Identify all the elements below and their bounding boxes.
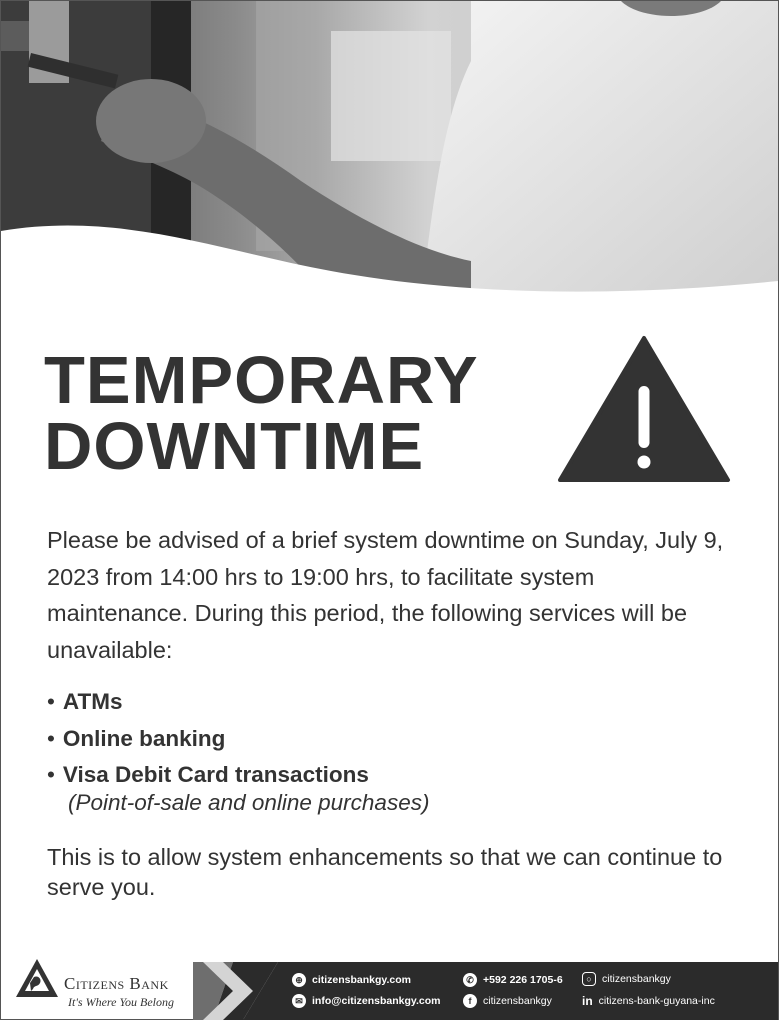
facebook-icon: f (463, 994, 477, 1008)
instagram-link[interactable]: ○ citizensbankgy (582, 972, 671, 986)
hero-photo (1, 1, 778, 301)
service-visa-debit: Visa Debit Card transactions (62, 762, 369, 787)
headline (44, 343, 479, 484)
email-link[interactable]: ✉ info@citizensbankgy.com (292, 994, 440, 1008)
brand-tagline: It's Where You Belong (68, 995, 175, 1009)
list-item: • ATMs (47, 689, 123, 714)
headline-line-1: TEMPORARY (44, 343, 479, 418)
phone-icon: ✆ (463, 973, 477, 987)
instagram-icon: ○ (582, 972, 596, 986)
bank-logo-icon (14, 957, 60, 1001)
globe-icon: ⊕ (292, 973, 306, 987)
list-item: • Visa Debit Card transactions (Point-of-sale and online purchases) (47, 762, 430, 815)
services-list (47, 684, 429, 817)
brand-name: Citizens Bank (64, 974, 169, 993)
facebook-link[interactable]: f citizensbankgy (463, 994, 552, 1008)
footer-band (193, 962, 778, 1020)
service-atms: ATMs (62, 689, 123, 714)
linkedin-icon: in (582, 994, 593, 1008)
closing-paragraph: This is to allow system enhancements so that we can continue to serve you. (47, 844, 723, 900)
list-item: • Online banking (47, 725, 226, 751)
linkedin-link[interactable]: in citizens-bank-guyana-inc (582, 994, 715, 1008)
intro-paragraph: Please be advised of a brief system downtime on Sunday, July 9, 2023 from 14:00 hrs to 19:00 hrs, to facilitate system maintenance. During this period, the following services will be unavailable: (47, 527, 724, 663)
mail-icon: ✉ (292, 994, 306, 1008)
headline-line-2: DOWNTIME (44, 409, 425, 484)
website-link[interactable]: ⊕ citizensbankgy.com (292, 973, 411, 987)
phone-link[interactable]: ✆ +592 226 1705-6 (463, 973, 563, 987)
warning-triangle-icon (556, 334, 732, 484)
service-visa-debit-note: (Point-of-sale and online purchases) (68, 789, 430, 815)
service-online-banking: Online banking (62, 725, 226, 751)
